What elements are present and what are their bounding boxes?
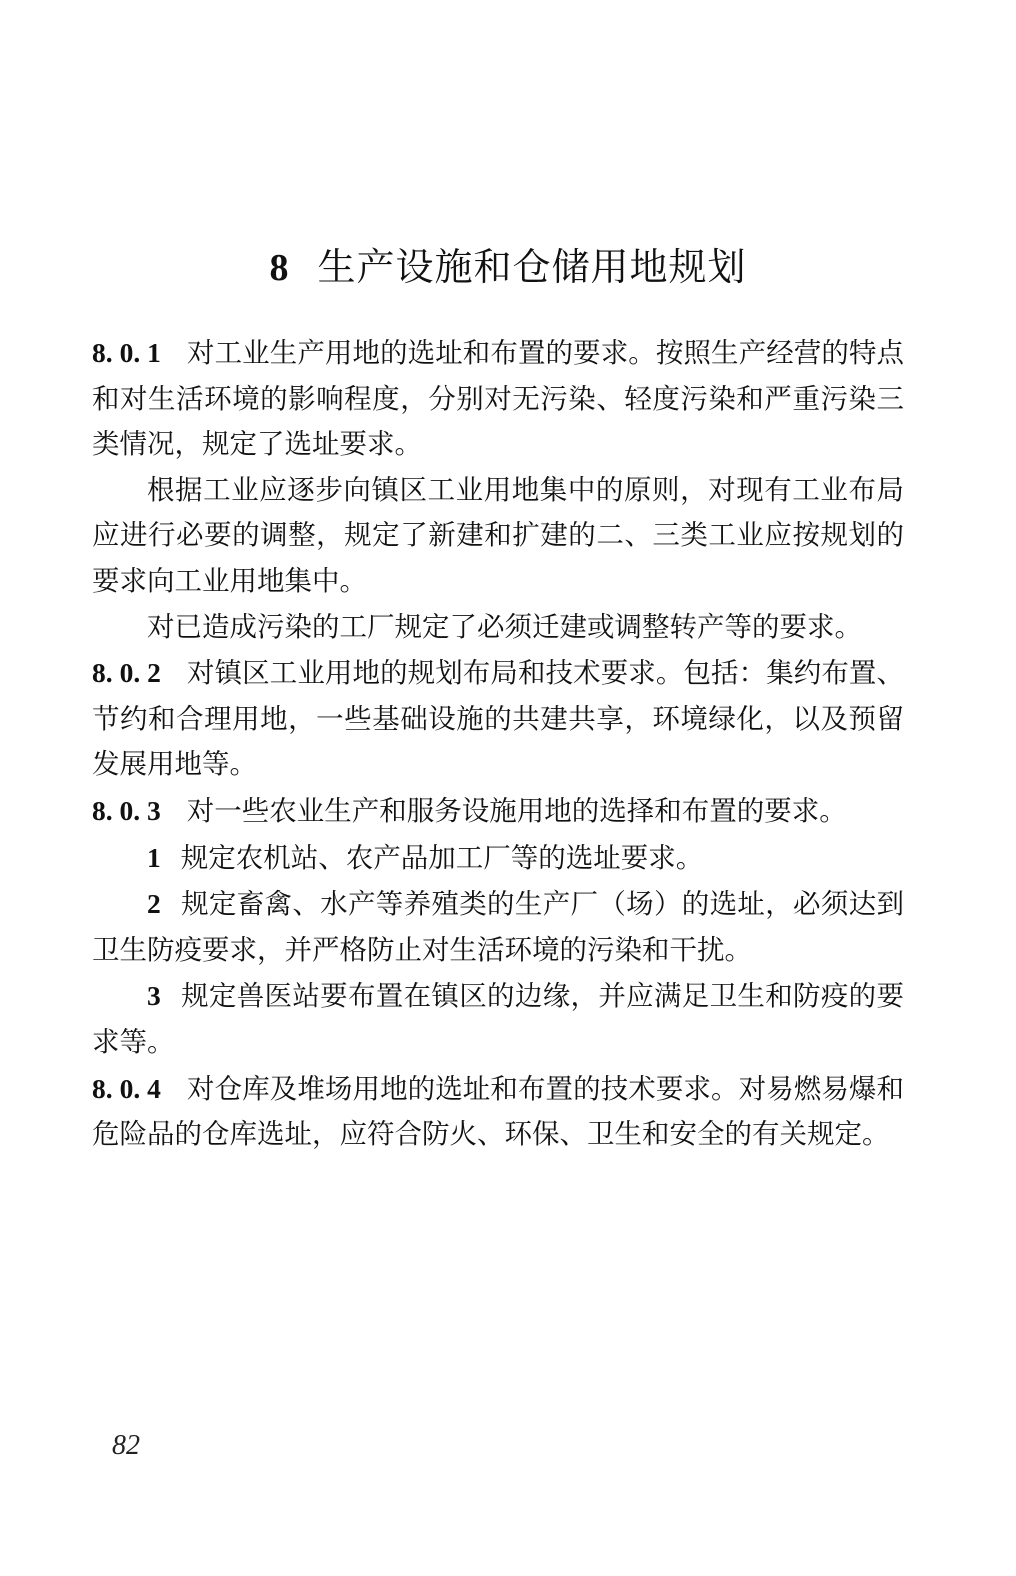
paragraph bbox=[92, 605, 904, 651]
paragraph-text: 根据工业应逐步向镇区工业用地集中的原则，对现有工业布局应进行必要的调整，规定了新建和扩建的二、三类工业应按规划的要求向工业用地集中。 bbox=[92, 473, 904, 597]
clause-number: 8. 0. 2 bbox=[92, 657, 161, 689]
item-text: 规定兽医站要布置在镇区的边缘，并应满足卫生和防疫的要求等。 bbox=[92, 980, 904, 1058]
clause-number: 8. 0. 4 bbox=[92, 1072, 161, 1104]
item-number: 2 bbox=[147, 888, 161, 920]
clause-8-0-3 bbox=[92, 788, 904, 835]
item-text: 规定畜禽、水产等养殖类的生产厂（场）的选址，必须达到卫生防疫要求，并严格防止对生活环境的污染和干扰。 bbox=[92, 888, 904, 966]
clause-number: 8. 0. 3 bbox=[92, 794, 161, 826]
paragraph-text: 对已造成污染的工厂规定了必须迁建或调整转产等的要求。 bbox=[147, 610, 862, 643]
clause-number: 8. 0. 1 bbox=[92, 337, 161, 368]
list-item bbox=[92, 973, 904, 1065]
chapter-title-text: 生产设施和仓储用地规划 bbox=[317, 245, 747, 290]
clause-text: 对一些农业生产和服务设施用地的选择和布置的要求。 bbox=[186, 794, 847, 827]
list-item bbox=[92, 835, 904, 882]
item-number: 3 bbox=[147, 980, 161, 1012]
clause-text: 对镇区工业用地的规划布局和技术要求。包括：集约布置、节约和合理用地，一些基础设施的共建共享，环境绿化，以及预留发展用地等。 bbox=[92, 657, 905, 781]
clause-text: 对仓库及堆场用地的选址和布置的技术要求。对易燃易爆和危险品的仓库选址，应符合防火、环保、卫生和安全的有关规定。 bbox=[92, 1072, 905, 1151]
item-number: 1 bbox=[147, 841, 161, 873]
clause-text: 对工业生产用地的选址和布置的要求。按照生产经营的特点和对生活环境的影响程度，分别对无污染、轻度污染和严重污染三类情况，规定了选址要求。 bbox=[92, 337, 905, 461]
clause-8-0-2 bbox=[92, 650, 904, 788]
clause-8-0-4 bbox=[92, 1066, 904, 1158]
clause-8-0-1 bbox=[92, 330, 904, 468]
item-text: 规定农机站、农产品加工厂等的选址要求。 bbox=[180, 841, 704, 874]
list-item bbox=[92, 881, 904, 973]
page-number: 82 bbox=[112, 1430, 140, 1461]
chapter-number: 8 bbox=[269, 247, 290, 290]
body-text bbox=[92, 330, 904, 1158]
chapter-title bbox=[0, 239, 1016, 296]
paragraph bbox=[92, 468, 904, 605]
